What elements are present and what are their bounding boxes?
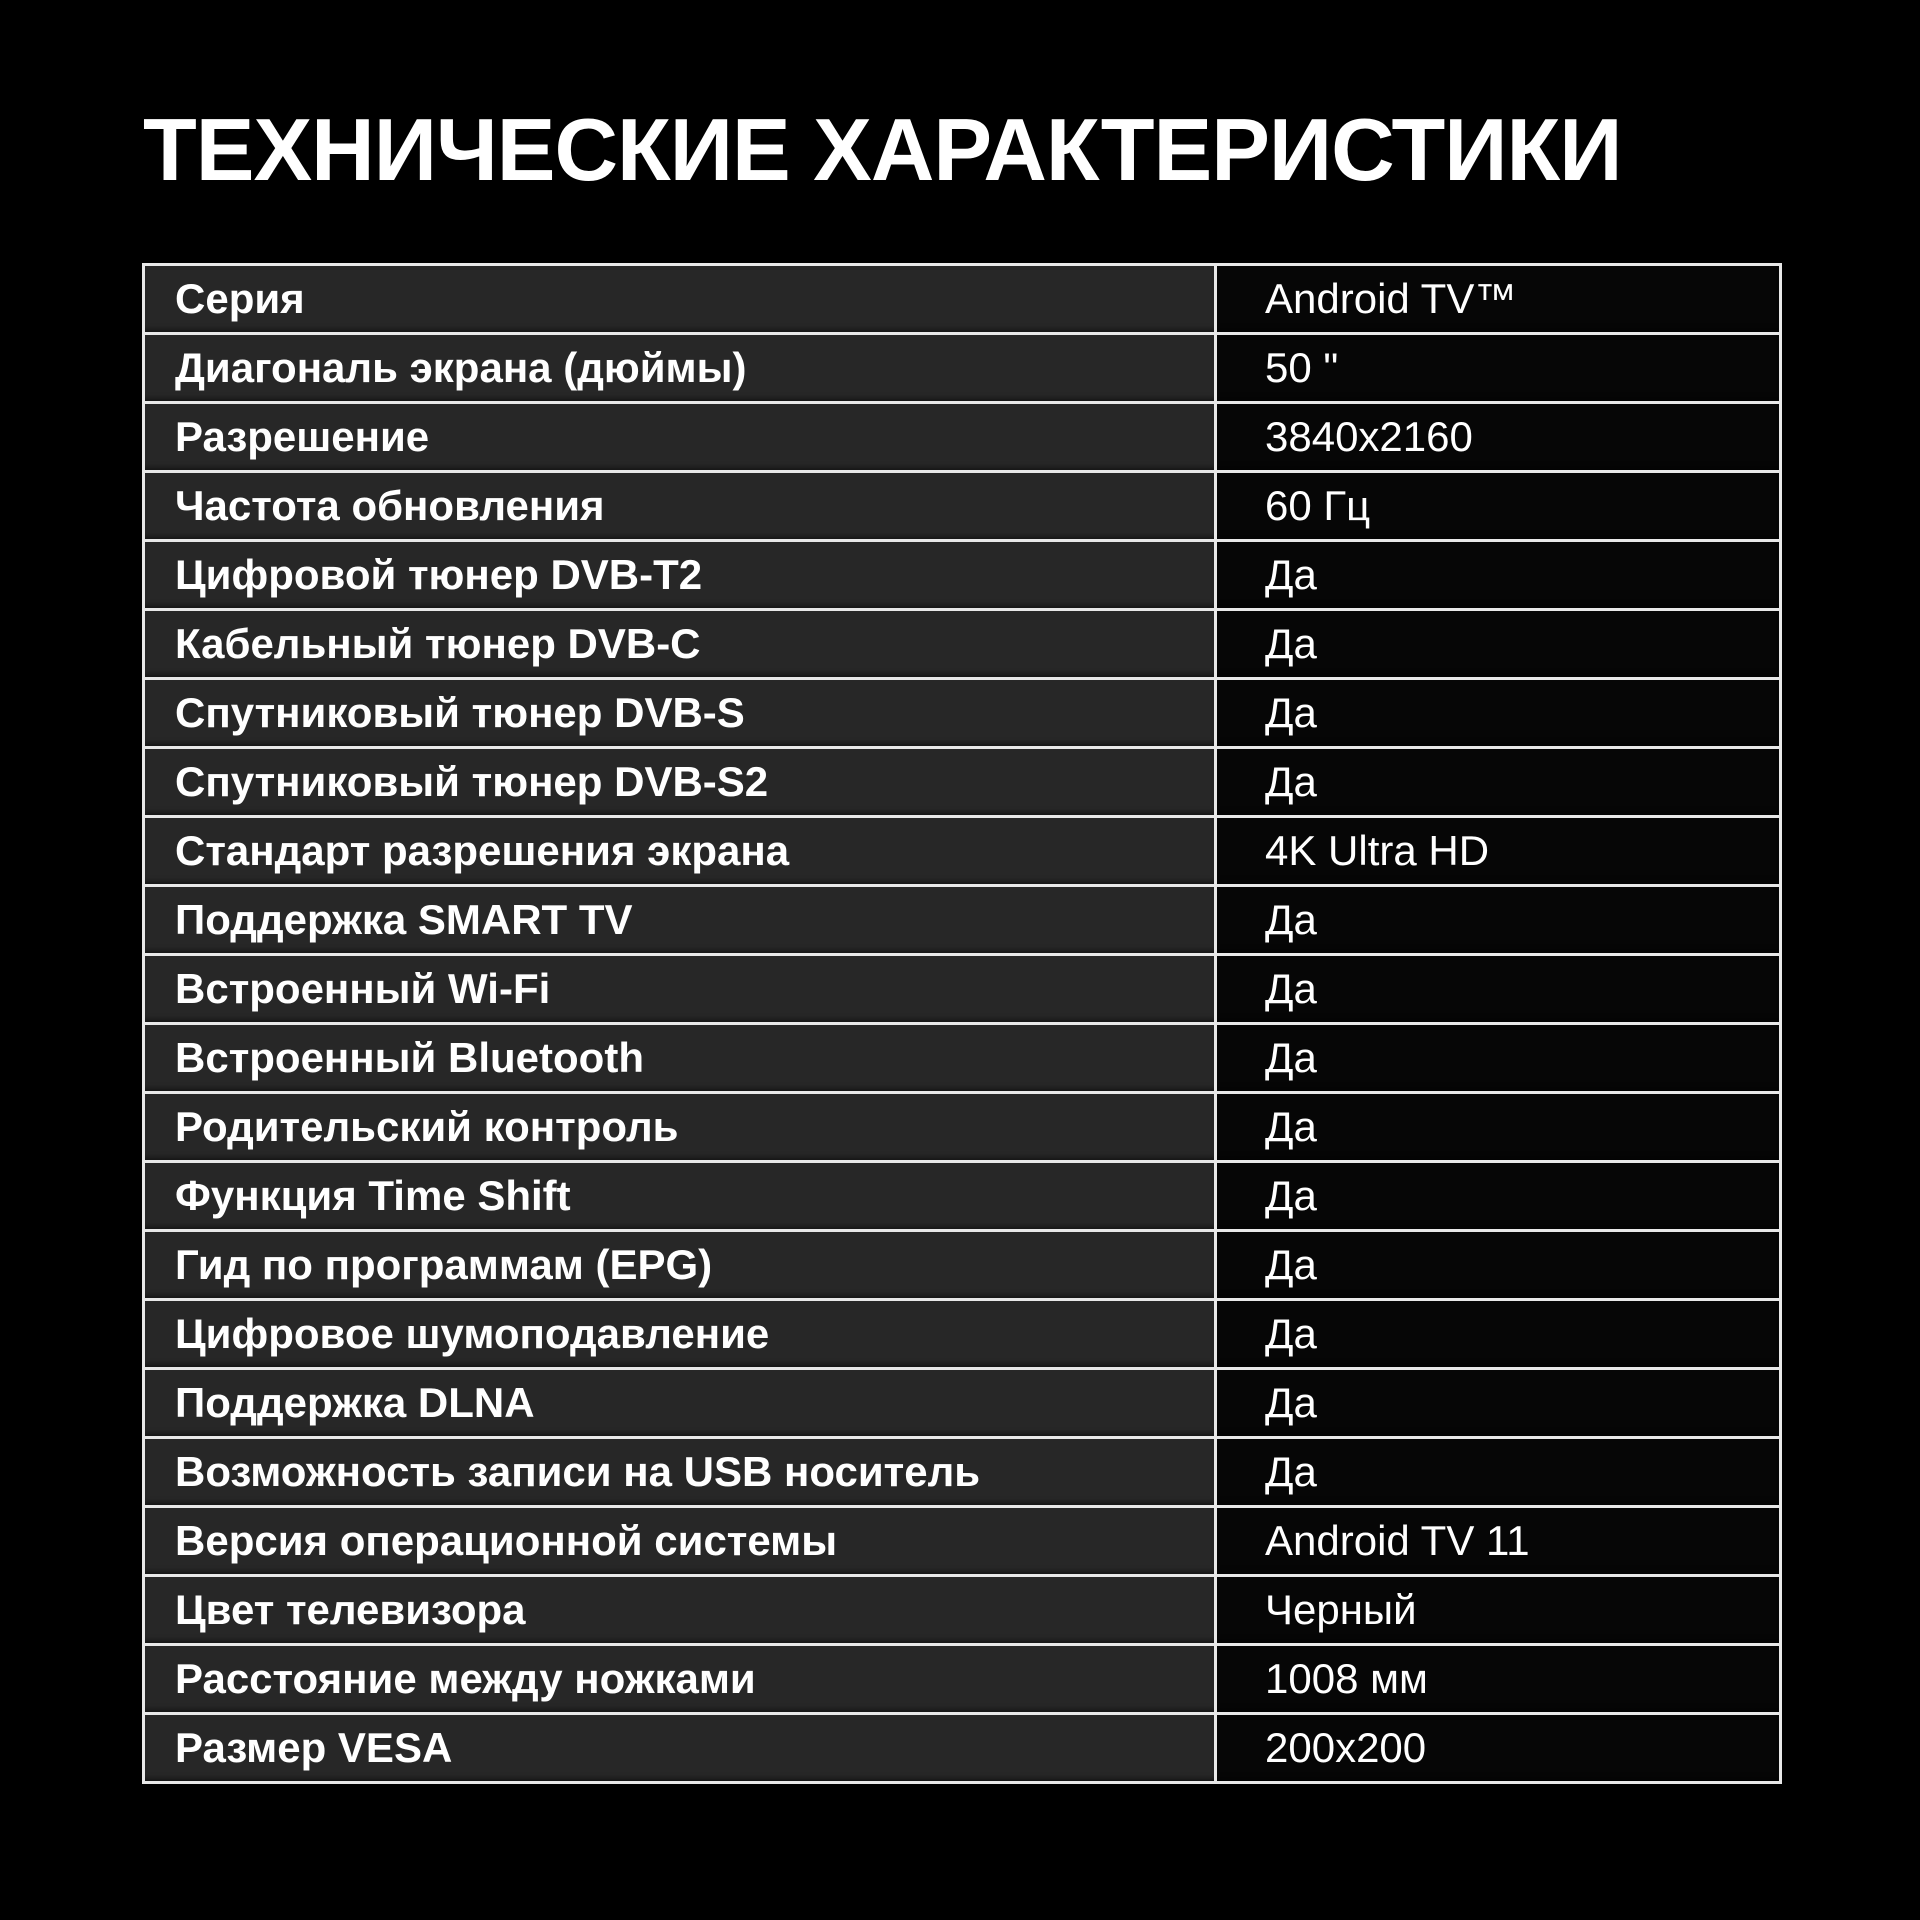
spec-label: Гид по программам (EPG) bbox=[144, 1231, 1216, 1300]
specs-table bbox=[142, 263, 1782, 1784]
spec-value: 3840x2160 bbox=[1216, 403, 1781, 472]
spec-value: 50 " bbox=[1216, 334, 1781, 403]
table-row bbox=[144, 679, 1781, 748]
table-row bbox=[144, 1162, 1781, 1231]
spec-label: Поддержка SMART TV bbox=[144, 886, 1216, 955]
spec-value: Черный bbox=[1216, 1576, 1781, 1645]
spec-label: Цифровой тюнер DVB-T2 bbox=[144, 541, 1216, 610]
spec-value: Да bbox=[1216, 610, 1781, 679]
table-row bbox=[144, 610, 1781, 679]
table-row bbox=[144, 1438, 1781, 1507]
spec-label: Разрешение bbox=[144, 403, 1216, 472]
spec-label: Стандарт разрешения экрана bbox=[144, 817, 1216, 886]
spec-value: Да bbox=[1216, 886, 1781, 955]
spec-value: Да bbox=[1216, 1231, 1781, 1300]
table-row bbox=[144, 265, 1781, 334]
spec-label: Размер VESA bbox=[144, 1714, 1216, 1783]
table-row bbox=[144, 748, 1781, 817]
table-row bbox=[144, 1093, 1781, 1162]
spec-value: Да bbox=[1216, 541, 1781, 610]
table-row bbox=[144, 472, 1781, 541]
specs-table-body bbox=[144, 265, 1781, 1783]
spec-label: Родительский контроль bbox=[144, 1093, 1216, 1162]
spec-label: Кабельный тюнер DVB-C bbox=[144, 610, 1216, 679]
table-row bbox=[144, 886, 1781, 955]
table-row bbox=[144, 1300, 1781, 1369]
spec-label: Возможность записи на USB носитель bbox=[144, 1438, 1216, 1507]
spec-value: Да bbox=[1216, 748, 1781, 817]
spec-value: 200x200 bbox=[1216, 1714, 1781, 1783]
spec-value: Да bbox=[1216, 1093, 1781, 1162]
spec-label: Цвет телевизора bbox=[144, 1576, 1216, 1645]
table-row bbox=[144, 1645, 1781, 1714]
spec-value: Да bbox=[1216, 1162, 1781, 1231]
spec-value: Android TV™ bbox=[1216, 265, 1781, 334]
table-row bbox=[144, 955, 1781, 1024]
spec-label: Частота обновления bbox=[144, 472, 1216, 541]
table-row bbox=[144, 334, 1781, 403]
table-row bbox=[144, 1576, 1781, 1645]
spec-value: Да bbox=[1216, 679, 1781, 748]
spec-label: Спутниковый тюнер DVB-S bbox=[144, 679, 1216, 748]
page-title: ТЕХНИЧЕСКИЕ ХАРАКТЕРИСТИКИ bbox=[143, 100, 1622, 199]
spec-label: Функция Time Shift bbox=[144, 1162, 1216, 1231]
table-row bbox=[144, 1369, 1781, 1438]
spec-label: Цифровое шумоподавление bbox=[144, 1300, 1216, 1369]
spec-label: Поддержка DLNA bbox=[144, 1369, 1216, 1438]
spec-value: 60 Гц bbox=[1216, 472, 1781, 541]
spec-value: 1008 мм bbox=[1216, 1645, 1781, 1714]
table-row bbox=[144, 1231, 1781, 1300]
spec-value: Android TV 11 bbox=[1216, 1507, 1781, 1576]
table-row bbox=[144, 541, 1781, 610]
spec-label: Встроенный Bluetooth bbox=[144, 1024, 1216, 1093]
spec-value: Да bbox=[1216, 1438, 1781, 1507]
spec-value: 4K Ultra HD bbox=[1216, 817, 1781, 886]
spec-label: Версия операционной системы bbox=[144, 1507, 1216, 1576]
table-row bbox=[144, 1714, 1781, 1783]
spec-value: Да bbox=[1216, 1300, 1781, 1369]
table-row bbox=[144, 1024, 1781, 1093]
spec-label: Спутниковый тюнер DVB-S2 bbox=[144, 748, 1216, 817]
spec-label: Диагональ экрана (дюймы) bbox=[144, 334, 1216, 403]
spec-value: Да bbox=[1216, 1024, 1781, 1093]
table-row bbox=[144, 1507, 1781, 1576]
spec-label: Серия bbox=[144, 265, 1216, 334]
spec-value: Да bbox=[1216, 955, 1781, 1024]
spec-label: Встроенный Wi-Fi bbox=[144, 955, 1216, 1024]
spec-value: Да bbox=[1216, 1369, 1781, 1438]
table-row bbox=[144, 403, 1781, 472]
spec-label: Расстояние между ножками bbox=[144, 1645, 1216, 1714]
table-row bbox=[144, 817, 1781, 886]
